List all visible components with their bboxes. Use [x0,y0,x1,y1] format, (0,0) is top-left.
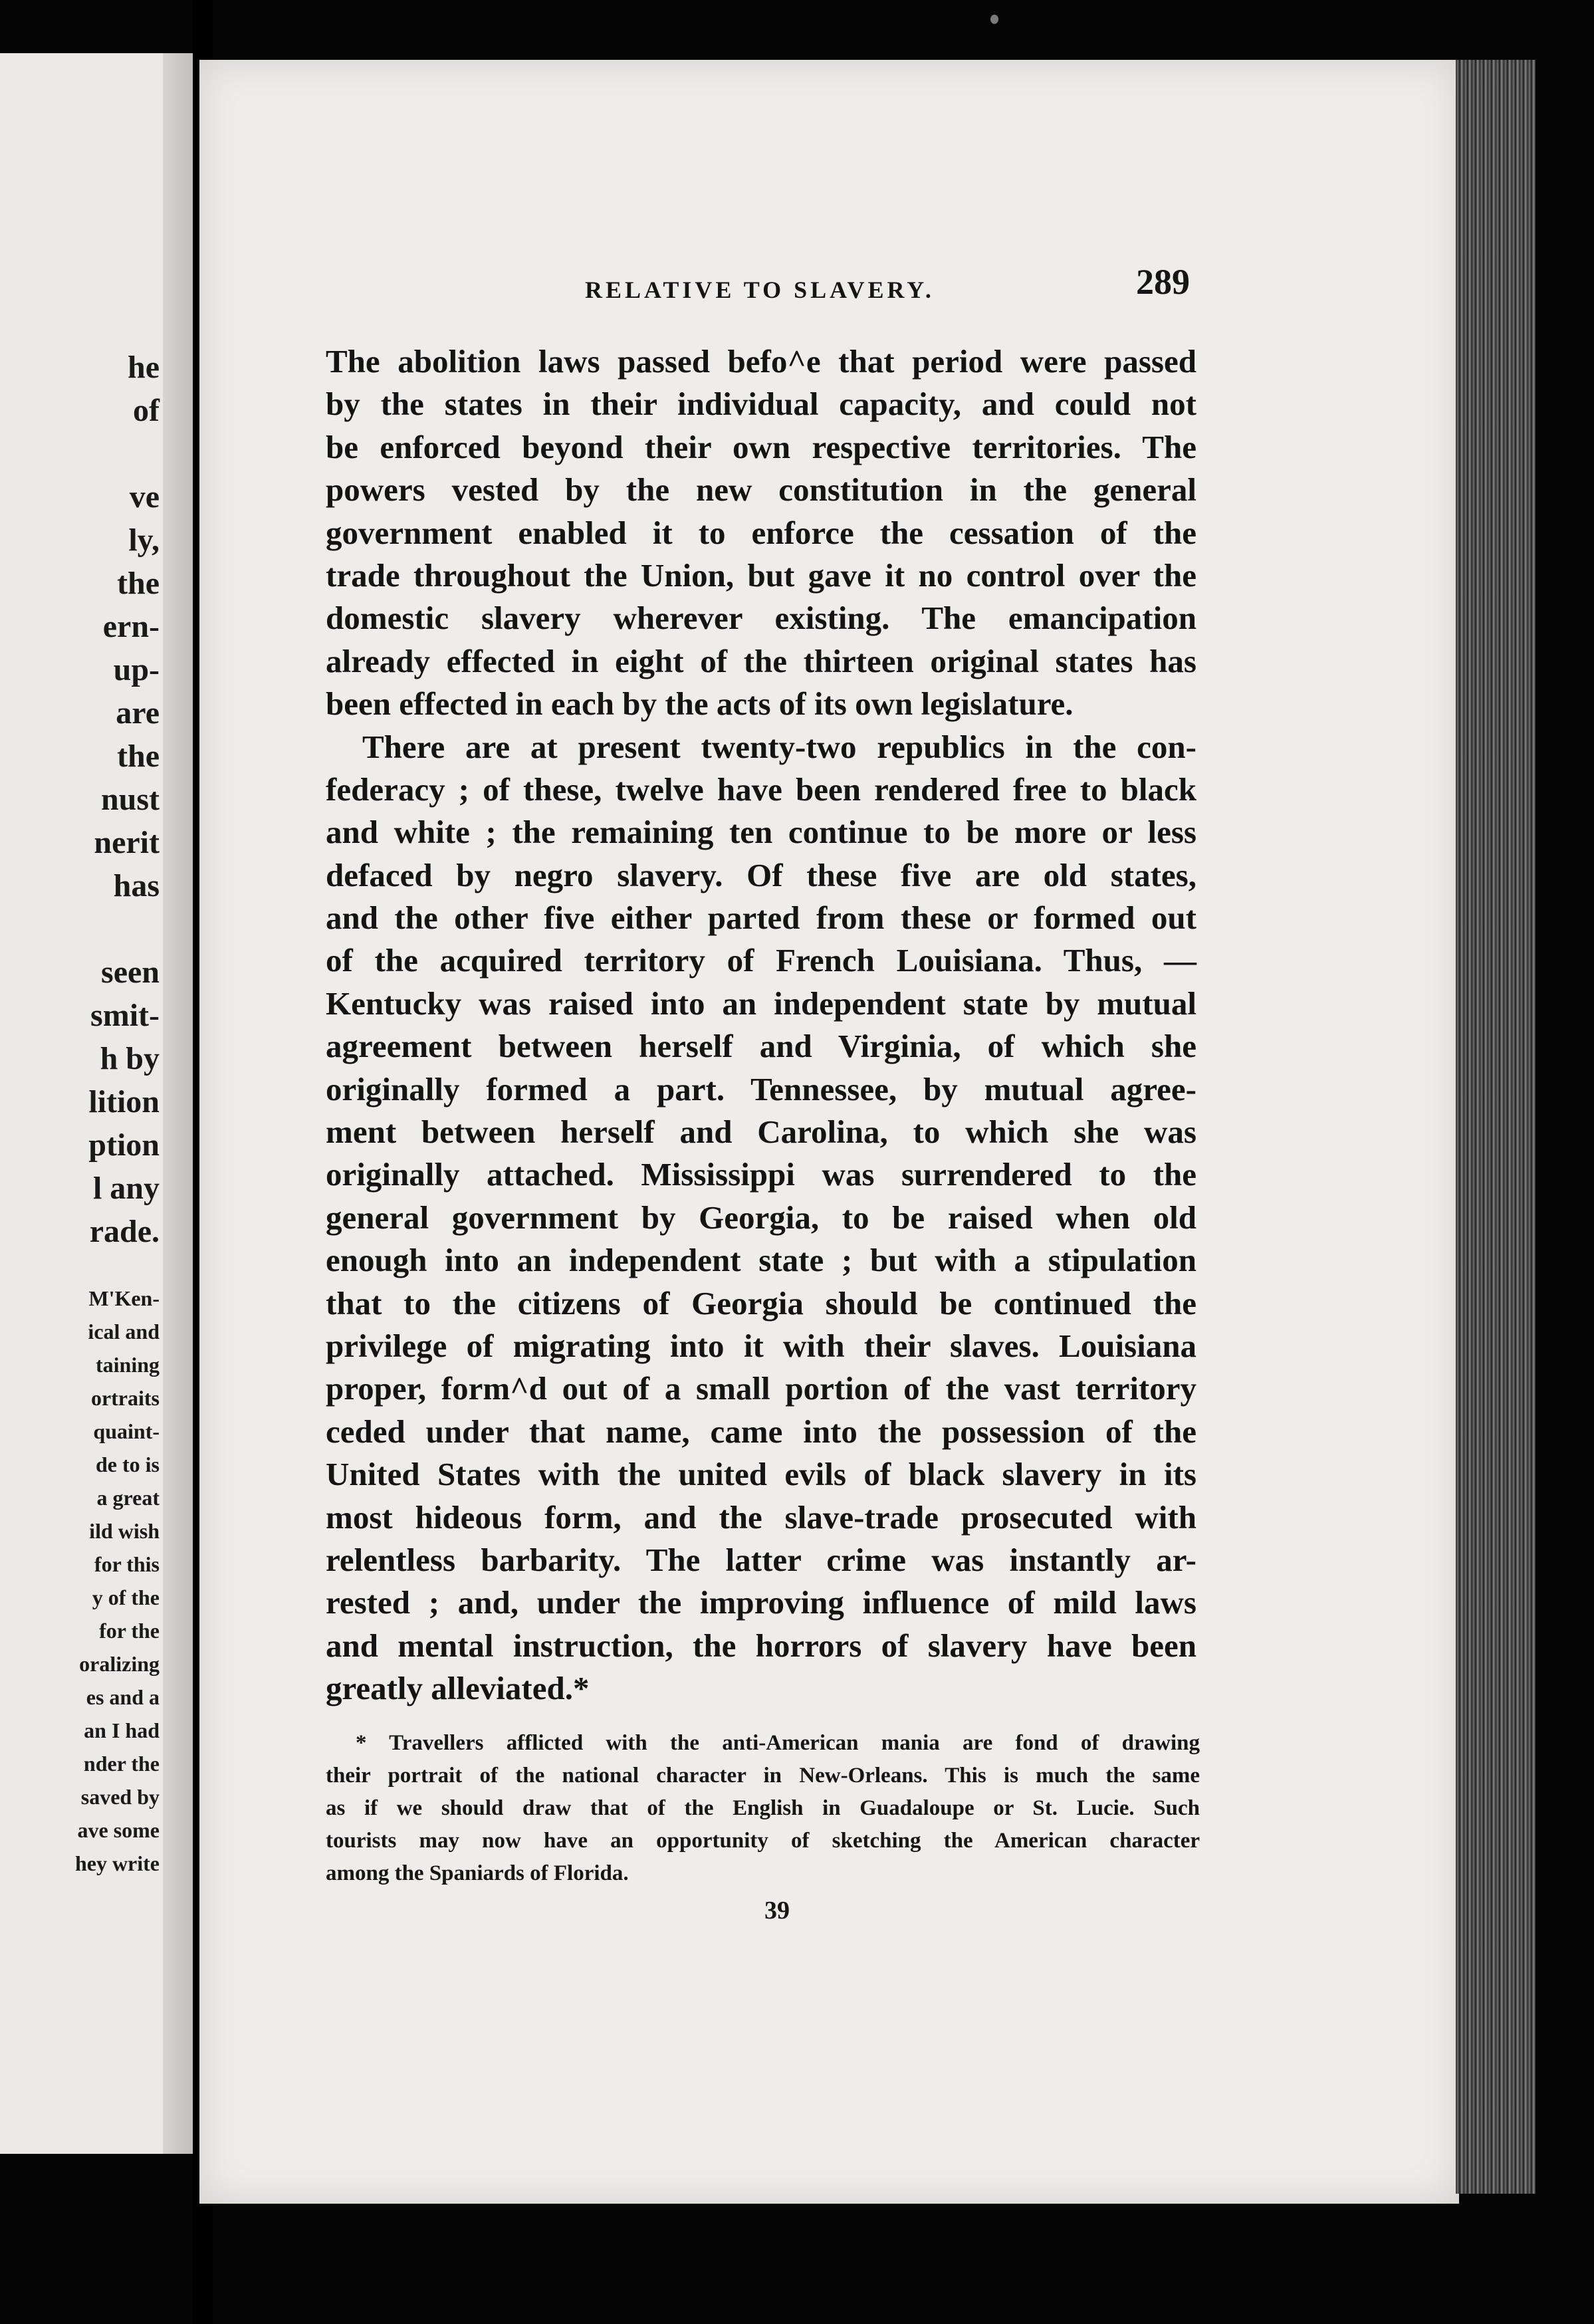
body-line: originally attached. Mississippi was surrendered to the [326,1156,1196,1193]
page-stack-edge [1456,60,1536,2194]
footnote-line: among the Spaniards of Florida. [326,1861,629,1885]
previous-page-line: ly, [128,523,160,558]
previous-page-line: has [113,868,160,903]
previous-page-note-line: ortraits [90,1386,160,1410]
previous-page-line: ve [129,479,160,515]
previous-page-line: he [128,350,160,385]
previous-page-note-line: oralizing [79,1652,160,1676]
previous-page-line: ern- [102,609,160,644]
body-line: and mental instruction, the horrors of slavery have been [326,1627,1196,1664]
previous-page-line: of [133,393,160,428]
body-line: been effected in each by the acts of its own legislature. [326,685,1074,723]
previous-page-note-line: es and a [86,1685,160,1709]
previous-page-line: lition [88,1084,160,1119]
previous-page-line: seen [101,955,160,990]
body-line: United States with the united evils of black slavery in its [326,1456,1196,1493]
body-line: general government by Georgia, to be raised when old [326,1199,1196,1236]
body-line: ceded under that name, came into the possession of the [326,1413,1196,1450]
previous-page-line: l any [92,1171,160,1206]
previous-page-line: nust [100,782,160,817]
previous-page-line: nerit [94,825,160,860]
body-line: Kentucky was raised into an independent state by mutual [326,985,1196,1022]
previous-page-note-line: y of the [92,1585,160,1609]
body-line: privilege of migrating into it with their slaves. Louisiana [326,1327,1196,1364]
body-line: rested ; and, under the improving influence of mild laws [326,1584,1196,1621]
footnote-line: their portrait of the national character in New-Orleans. This is much the same [326,1764,1200,1788]
body-line: and the other five either parted from these or formed out [326,899,1196,937]
body-line: relentless barbarity. The latter crime was instantly ar- [326,1541,1196,1578]
previous-page-line: the [117,739,160,774]
previous-page-note-line: taining [95,1353,160,1377]
footnote-line: as if we should draw that of the English in Guadaloupe or St. Lucie. Such [326,1796,1200,1820]
previous-page-note-line: ild wish [89,1519,160,1543]
running-head [386,216,1190,302]
body-line: of the acquired territory of French Louisiana. Thus, — [326,942,1196,979]
scan-speck [990,15,998,24]
body-line: government enabled it to enforce the cessation of the [326,514,1196,551]
body-line: agreement between herself and Virginia, of which she [326,1028,1196,1065]
previous-page-note-line: ave some [77,1818,160,1842]
previous-page-line: rade. [89,1214,160,1249]
previous-page-line: the [117,566,160,601]
previous-page-line: h by [100,1041,160,1076]
body-line: already effected in eight of the thirteen original states has [326,642,1196,679]
previous-page-note-line: quaint- [93,1419,160,1443]
body-line: and white ; the remaining ten continue to be more or less [326,814,1196,851]
footnote-line: * Travellers afflicted with the anti-American mania are fond of drawing [356,1731,1200,1755]
previous-page-note-line: nder the [83,1752,160,1776]
body-line: that to the citizens of Georgia should be continued the [326,1284,1196,1322]
body-line: proper, form^d out of a small portion of the vast territory [326,1370,1196,1407]
body-text [326,340,1196,1710]
body-line: The abolition laws passed befo^e that period were passed [326,343,1196,380]
previous-page-fragment [0,53,203,2154]
footnote-line: tourists may now have an opportunity of sketching the American character [326,1829,1200,1853]
body-line: originally formed a part. Tennessee, by mutual agree- [326,1070,1196,1107]
body-line: ment between herself and Carolina, to which she was [326,1113,1196,1151]
previous-page-note-line: an I had [84,1718,160,1742]
body-line: be enforced beyond their own respective territories. The [326,428,1196,465]
running-title: RELATIVE TO SLAVERY. [585,277,935,303]
previous-page-note-line: a great [96,1486,160,1510]
previous-page-line: up- [113,652,160,687]
previous-page-note-line: for this [94,1552,160,1576]
previous-page-line: smit- [90,998,160,1033]
body-line: greatly alleviated.* [326,1670,590,1707]
body-line: federacy ; of these, twelve have been rendered free to black [326,770,1196,808]
body-line: powers vested by the new constitution in the general [326,471,1196,509]
previous-page-line: ption [88,1127,160,1163]
previous-page-note-line: M'Ken- [88,1286,160,1310]
previous-page-note-line: ical and [88,1320,160,1343]
previous-page-note-line: saved by [80,1785,160,1809]
previous-page-note-line: hey write [74,1851,160,1875]
previous-page-note-line: de to is [96,1452,160,1476]
previous-page-line: are [116,695,160,731]
previous-page-text [0,53,160,2154]
body-line: by the states in their individual capacity, and could not [326,386,1196,423]
body-line: most hideous form, and the slave-trade prosecuted with [326,1498,1196,1536]
body-line: There are at present twenty-two republics in the con- [362,728,1196,765]
page-number: 289 [1136,262,1190,302]
body-line: enough into an independent state ; but with a stipulation [326,1242,1196,1279]
body-line: domestic slavery wherever existing. The emancipation [326,600,1196,637]
footnote [326,1727,1200,1890]
signature-mark: 39 [764,1897,790,1924]
body-line: trade throughout the Union, but gave it no control over the [326,556,1196,594]
previous-page-note-line: for the [99,1619,160,1643]
body-line: defaced by negro slavery. Of these five are old states, [326,856,1196,893]
